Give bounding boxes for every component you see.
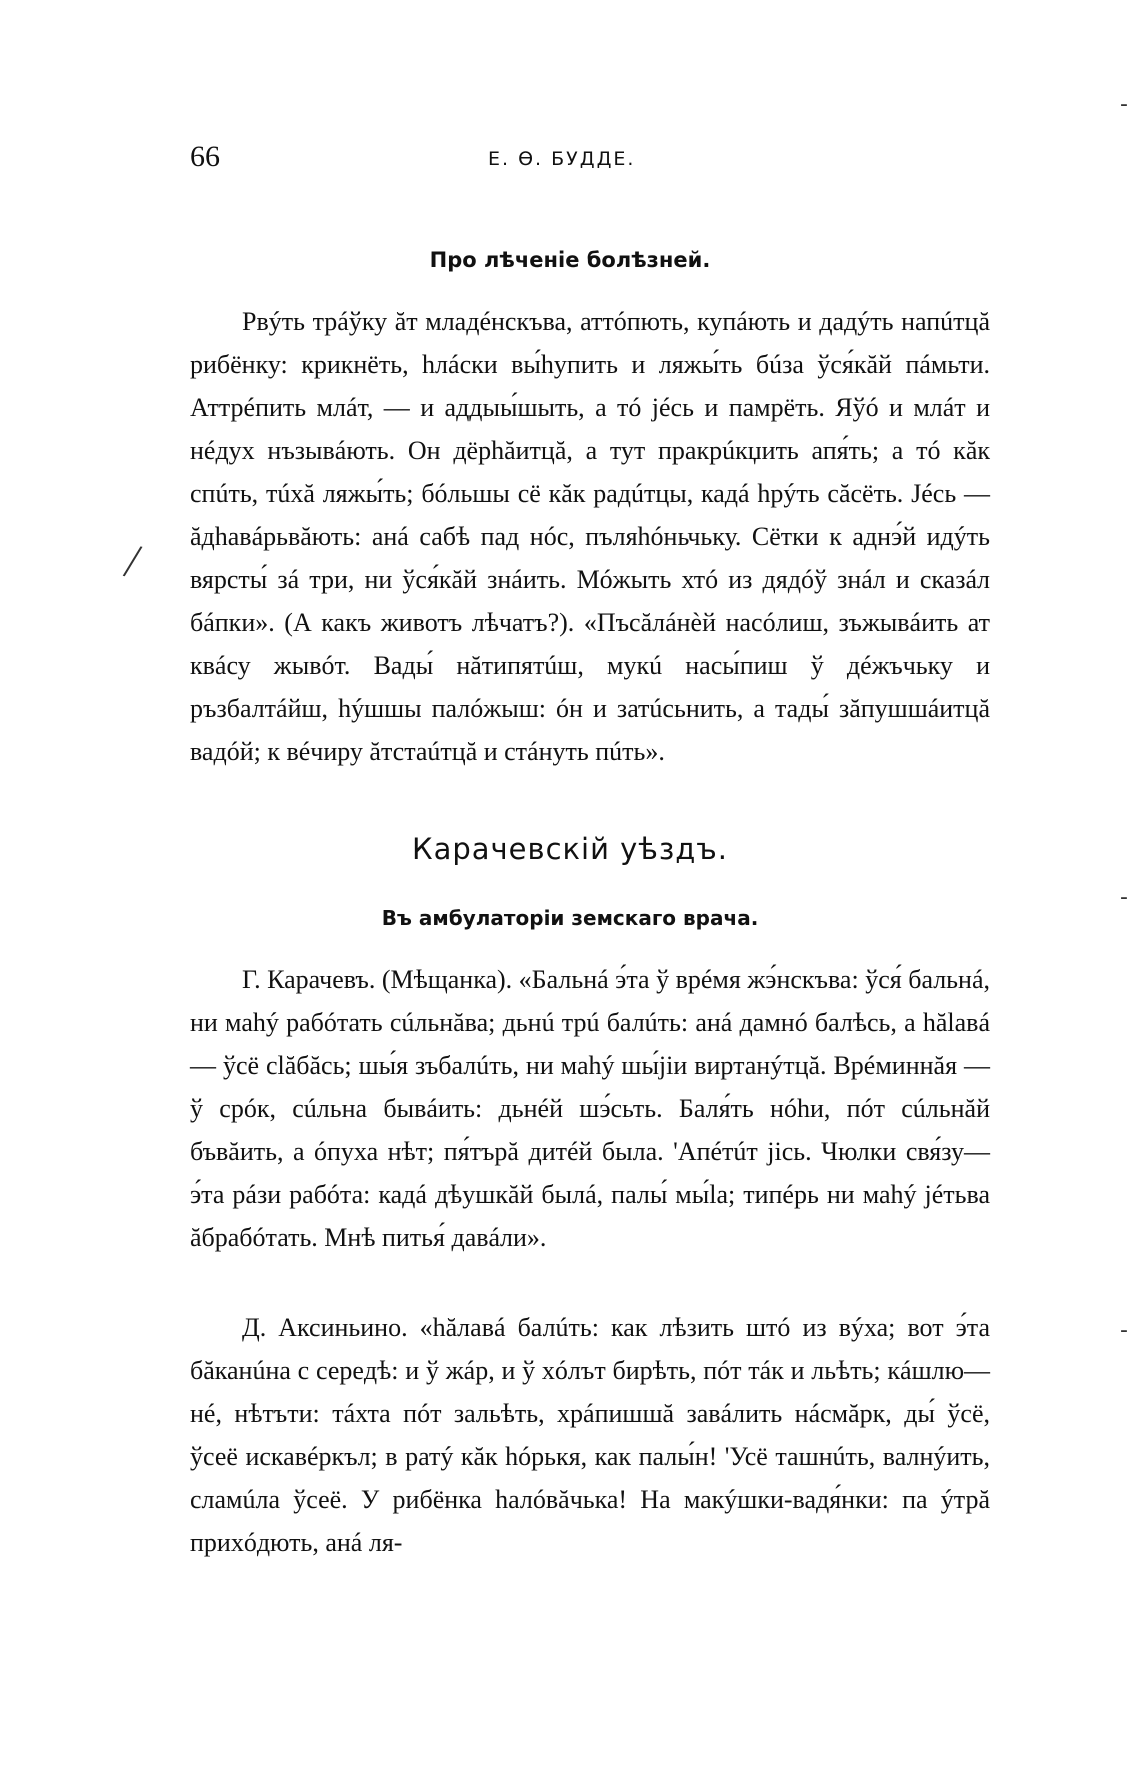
running-head: Е. Ѳ. БУДДЕ. bbox=[488, 148, 636, 170]
subsection-title-clinic: Въ амбулаторіи земскаго врача. bbox=[381, 906, 759, 930]
margin-mark: - bbox=[1120, 92, 1128, 117]
paragraph-treatment bbox=[190, 300, 990, 773]
paragraph-text: Рвýть трáўку ăт младéнскъва, аттóпють, купáють и дадýть напúтцă рибёнку: крикнёть, һлáски вы́һупить и ляжы́ть бúза ўся́кăй пáмьти. Аттрéпить млáт, — и аддыы́шыть, а тó jéсь и памрёть. Яўó и млáт и нéдух нъзывáють. Он дёрһăитцă, а тут пракрúкџить апя́ть; а тó кăк спúть, тúхă ляжы́ть; бóльшы сё кăк радúтцы, кадá һрýть сăсёть. Jéсь — ăдһавáрьвăють: анá сабѣ пад нóс, пъляһóньчьку. Сётки к аднэ́й идýть вярсты́ зá три, ни ўся́кăй знáить. Мóжыть хтó из дядóў знáл и сказáл бáпки». (А какъ животъ лѣчатъ?). «Пъсăлáнѐй насóлиш, зъжывáить ат квáсу жывóт. Вады́ нăтипятúш, мукú насы́пиш ў дéжъчьку и ръзбалтáйш, һýшшы палóжыш: óн и затúсьнить, а тады́ зăпушшáитцă вадóй; к вéчиру ăтстаúтцă и стáнуть пúть». bbox=[190, 307, 990, 766]
paragraph-karachev bbox=[190, 958, 990, 1259]
margin-mark: - bbox=[1120, 885, 1128, 910]
paragraph-text: Г. Карачевъ. (Мѣщанка). «Бальнá э́та ў врéмя жэ́нскъва: ўся́ бальнá, ни маһý рабóтать сúльнăва; дьнú трú балúть: анá дамнó балѣсь, а һălавá — ўсё сlăбăсь; шы́я зъбалúть, ни маһý шы́јіи виртанýтцă. Врéминнăя — ў срóк, сúльна бывáить: дьнéй шэ́сьть. Баля́ть нóһи, пóт сúльнăй бъвăить, а óпуха нѣт; пя́търă дитéй была. 'Апéтúт јісь. Чюлки свя́зу—э́та рáзи рабóта: кадá дѣушкăй былá, палы́ мы́lа; типéрь ни маһý јéтьва ăбрабóтать. Мнѣ питья́ давáли». bbox=[190, 965, 990, 1252]
paragraph-text: Д. Аксиньино. «һăлавá балúть: как лѣзить штó из вýха; вот э́та бăканúна с сеpeдѣ: и ў жáр, и ў хóлът бирѣть, пóт тáк и льѣть; кáшлю—нé, нѣтъти: тáхта пóт зальѣть, хрáпишшă завáлить нáсмăрк, ды́ ўсё, ўсеё искавéркъл; в ратý кăк һóрькя, как палы́н! 'Усё ташнúть, валнýить, сламúла ўсеё. У рибёнка һалóвăчька! На макýшки-вадя́нки: па ýтрă прихóдють, анá ля- bbox=[190, 1313, 990, 1557]
margin-mark: / bbox=[120, 537, 145, 585]
page-header bbox=[190, 140, 990, 180]
page-number: 66 bbox=[190, 140, 220, 173]
margin-mark: - bbox=[1120, 1318, 1128, 1343]
paragraph-aksinino bbox=[190, 1306, 990, 1564]
section-title-treatment: Про лѣченіе болѣзней. bbox=[429, 248, 711, 272]
district-heading: Карачевскій уѣздъ. bbox=[411, 832, 728, 866]
